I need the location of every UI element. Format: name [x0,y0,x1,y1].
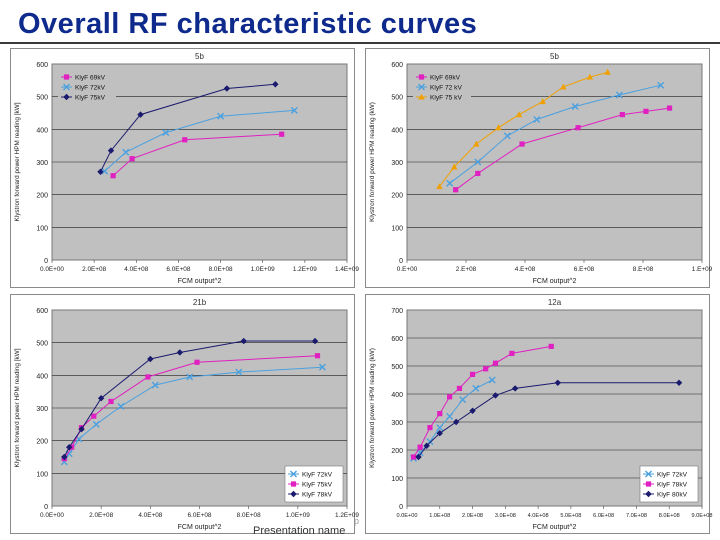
legend [640,466,698,502]
legend-label: KlyF 72kV [302,471,333,479]
x-tick-label: 8.0E+08 [236,512,261,519]
y-axis-label: Klystron forward power HPM reading (kW) [369,348,376,468]
y-tick-label: 400 [36,127,48,135]
legend-label: KlyF 72kV [657,471,688,479]
data-point [643,109,648,114]
x-tick-label: 2.0E+08 [462,513,484,519]
x-tick-label: 6.0E+08 [166,266,191,273]
legend-label: KlyF 75 kV [430,94,462,102]
y-tick-label: 500 [36,340,48,348]
x-tick-label: 1.2E+09 [335,512,359,519]
x-tick-label: 1.0E+09 [250,266,275,273]
y-tick-label: 500 [391,364,403,371]
x-tick-label: 6.E+08 [573,266,595,273]
data-point [418,445,423,450]
x-tick-label: 2.0E+08 [82,266,107,273]
data-point [483,366,488,371]
page-mark: p [354,516,360,526]
y-axis-label: Klystron forward power HPM reading (kW) [369,102,376,222]
x-axis-label: FCM output^2 [177,278,222,285]
y-tick-label: 300 [391,160,403,167]
data-point [194,360,199,365]
footer-text: Presentation name [253,525,346,537]
data-point [475,171,480,176]
data-point [315,353,320,358]
data-point [279,132,284,137]
y-tick-label: 0 [399,258,403,265]
x-tick-label: 8.0E+08 [658,513,680,519]
data-point [470,372,475,377]
y-tick-label: 100 [36,225,48,233]
x-tick-label: 0.0E+00 [396,513,418,519]
legend-marker [64,74,69,79]
chart-svg [365,48,713,288]
y-tick-label: 400 [391,392,403,399]
chart-panel-12a [365,294,713,534]
y-tick-label: 300 [36,160,48,167]
y-tick-label: 500 [391,94,403,102]
x-tick-label: 6.0E+08 [593,513,615,519]
y-tick-label: 500 [36,94,48,102]
x-tick-label: 4.0E+08 [138,512,163,519]
chart-title: 21b [192,298,207,307]
y-tick-label: 300 [36,406,48,413]
data-point [549,344,554,349]
x-tick-label: 0.E+00 [396,266,418,273]
x-tick-label: 1.0E+08 [429,513,451,519]
x-tick-label: 1.2E+09 [292,266,317,273]
legend-label: KlyF 78kV [302,491,333,499]
legend-label: KlyF 80kV [657,491,688,499]
chart-svg [10,48,359,288]
x-tick-label: 4.E+08 [514,266,536,273]
y-tick-label: 200 [36,192,48,200]
y-tick-label: 600 [391,336,403,343]
legend-marker [291,481,296,486]
x-tick-label: 8.0E+08 [208,266,233,273]
chart-title: 5b [550,52,559,61]
y-tick-label: 0 [44,504,48,511]
chart-panel-5b-right [365,48,713,288]
x-tick-label: 7.0E+08 [625,513,647,519]
data-point [129,156,134,161]
legend-label: KlyF 78kV [657,481,688,489]
chart-panel-5b-left [10,48,359,288]
data-point [108,399,113,404]
y-tick-label: 600 [36,308,48,315]
legend-marker [646,481,651,486]
data-point [437,411,442,416]
data-point [453,187,458,192]
y-tick-label: 300 [391,420,403,427]
x-axis-label: FCM output^2 [532,278,577,285]
x-axis-label: FCM output^2 [177,524,222,531]
x-tick-label: 5.0E+08 [560,513,582,519]
data-point [457,386,462,391]
legend [58,69,116,105]
y-tick-label: 200 [391,448,403,455]
y-tick-label: 100 [36,471,48,479]
x-tick-label: 4.0E+08 [527,513,549,519]
y-tick-label: 200 [36,438,48,446]
x-tick-label: 3.0E+08 [494,513,516,519]
y-tick-label: 600 [391,62,403,69]
x-tick-label: 8.E+08 [632,266,654,273]
data-point [111,173,116,178]
title-divider [0,42,720,44]
x-tick-label: 1.E+09 [691,266,713,273]
data-point [493,361,498,366]
legend-label: KlyF 72 kV [430,84,462,92]
y-axis-label: Klystron forward power HPM reading [kW] [14,348,21,468]
legend-label: KlyF 75kV [75,94,106,102]
chart-svg [10,294,359,534]
data-point [576,125,581,130]
legend-label: KlyF 69kV [430,74,461,82]
y-tick-label: 0 [44,258,48,265]
x-tick-label: 2.E+08 [455,266,477,273]
x-tick-label: 2.0E+08 [89,512,114,519]
legend-label: KlyF 72kV [75,84,106,92]
y-tick-label: 400 [391,127,403,135]
y-tick-label: 100 [391,476,403,483]
x-tick-label: 4.0E+08 [124,266,149,273]
y-tick-label: 400 [36,373,48,381]
legend [413,69,471,105]
y-tick-label: 200 [391,192,403,200]
chart-svg [365,294,713,534]
x-tick-label: 1.0E+09 [285,512,310,519]
chart-panel-21b [10,294,359,534]
legend [285,466,343,502]
data-point [509,351,514,356]
data-point [620,112,625,117]
data-point [667,106,672,111]
x-tick-label: 0.0E+00 [40,266,64,273]
data-point [427,425,432,430]
y-tick-label: 600 [36,62,48,69]
y-axis-label: Klystron forward power HPM reading [kW] [14,102,21,222]
data-point [447,394,452,399]
y-tick-label: 700 [391,308,403,315]
x-tick-label: 1.4E+09 [335,266,359,273]
slide-title: Overall RF characteristic curves [18,8,478,40]
legend-marker [419,74,424,79]
data-point [91,414,96,419]
y-tick-label: 0 [399,504,403,511]
data-point [145,374,150,379]
chart-title: 5b [195,52,204,61]
x-axis-label: FCM output^2 [532,524,577,531]
x-tick-label: 6.0E+08 [187,512,212,519]
y-tick-label: 100 [391,225,403,233]
legend-label: KlyF 69kV [75,74,106,82]
data-point [519,141,524,146]
legend-label: KlyF 75kV [302,481,333,489]
x-tick-label: 0.0E+00 [40,512,64,519]
chart-title: 12a [547,298,562,307]
data-point [182,137,187,142]
x-tick-label: 9.0E+08 [691,513,713,519]
